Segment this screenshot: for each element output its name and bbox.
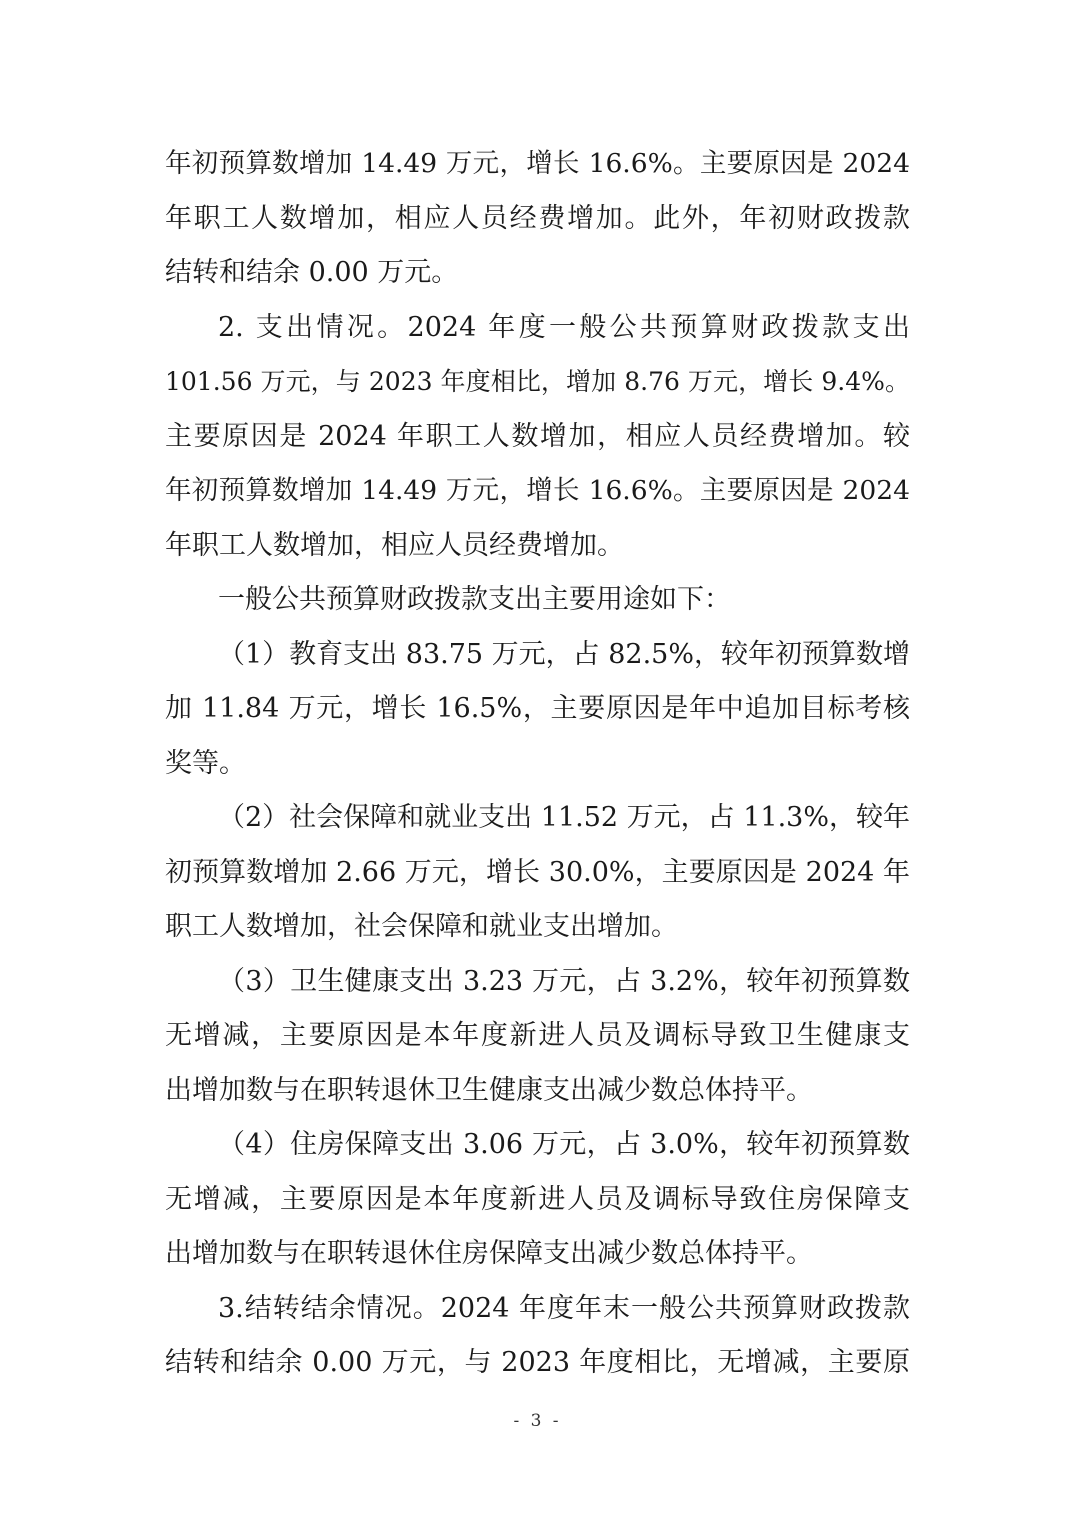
paragraph-line: 101.56 万元，与 2023 年度相比，增加 8.76 万元，增长 9.4%。 (165, 367, 910, 396)
paragraph-line: 结转和结余 0.00 万元。 (165, 257, 459, 288)
paragraph-line: 无增减，主要原因是本年度新进人员及调标导致卫生健康支 (165, 1020, 910, 1051)
paragraph-line: 年初预算数增加 14.49 万元，增长 16.6%。主要原因是 2024 (165, 475, 910, 506)
paragraph-line: 2. 支出情况。2024 年度一般公共预算财政拨款支出 (218, 312, 910, 343)
paragraph-line: 出增加数与在职转退休住房保障支出减少数总体持平。 (165, 1238, 813, 1269)
paragraph-line: （4）住房保障支出 3.06 万元，占 3.0%，较年初预算数 (218, 1129, 910, 1160)
paragraph-line: 一般公共预算财政拨款支出主要用途如下： (218, 584, 731, 615)
paragraph-line: （1）教育支出 83.75 万元，占 82.5%，较年初预算数增 (218, 639, 910, 670)
paragraph-line: （2）社会保障和就业支出 11.52 万元，占 11.3%，较年 (218, 802, 910, 833)
paragraph-line: 结转和结余 0.00 万元，与 2023 年度相比，无增减，主要原 (165, 1347, 910, 1378)
paragraph-line: 年职工人数增加，相应人员经费增加。此外，年初财政拨款 (165, 203, 910, 234)
paragraph-line: 出增加数与在职转退休卫生健康支出减少数总体持平。 (165, 1075, 813, 1106)
paragraph-line: 无增减，主要原因是本年度新进人员及调标导致住房保障支 (165, 1184, 910, 1215)
paragraph-line: 奖等。 (165, 748, 246, 779)
paragraph-line: 年初预算数增加 14.49 万元，增长 16.6%。主要原因是 2024 (165, 148, 910, 179)
paragraph-line: 3.结转结余情况。2024 年度年末一般公共预算财政拨款 (218, 1293, 910, 1324)
paragraph-line: 职工人数增加，社会保障和就业支出增加。 (165, 911, 678, 942)
paragraph-line: 年职工人数增加，相应人员经费增加。 (165, 530, 624, 561)
paragraph-line: 加 11.84 万元，增长 16.5%，主要原因是年中追加目标考核 (165, 693, 910, 724)
paragraph-line: 初预算数增加 2.66 万元，增长 30.0%，主要原因是 2024 年 (165, 857, 910, 888)
page-number: - 3 - (513, 1411, 562, 1431)
paragraph-line: （3）卫生健康支出 3.23 万元，占 3.2%，较年初预算数 (218, 966, 910, 997)
paragraph-line: 主要原因是 2024 年职工人数增加，相应人员经费增加。较 (165, 421, 910, 452)
